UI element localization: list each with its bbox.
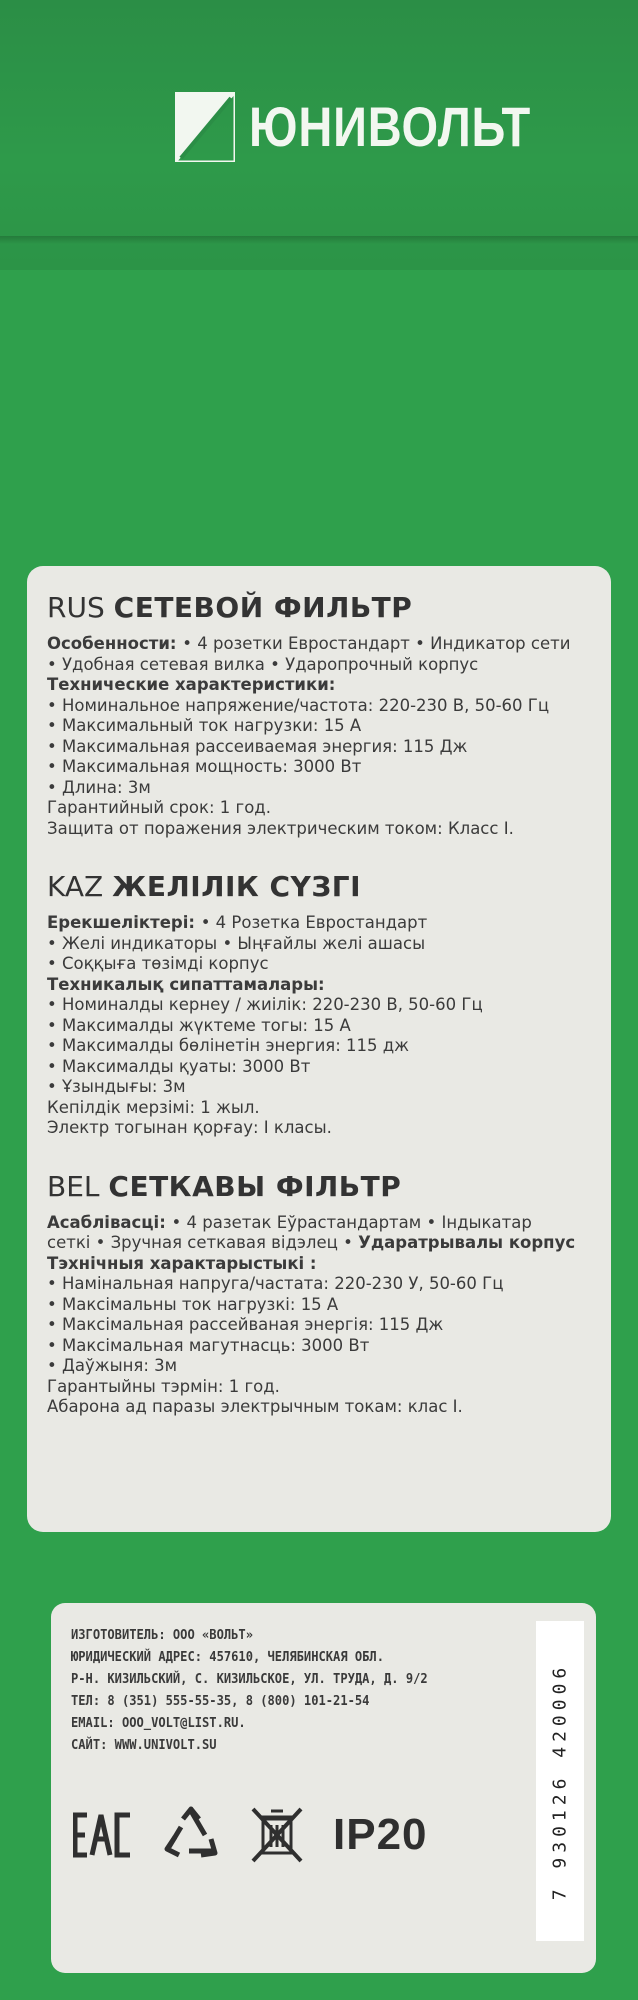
spec-line	[47, 995, 591, 1016]
spec-line	[47, 975, 591, 996]
info-panel	[27, 566, 611, 1532]
manufacturer-line: ТЕЛ: 8 (351) 555-55-35, 8 (800) 101-21-54	[71, 1694, 370, 1709]
spec-text: • Максимальная мощность: 3000 Вт	[47, 757, 362, 776]
spec-text: • Номинальное напряжение/частота: 220-230 В, 50-60 Гц	[47, 695, 550, 715]
spec-text: Электр тогынан қорғау: I класы.	[47, 1118, 332, 1137]
spec-line	[47, 1233, 591, 1254]
spec-text: Абарона ад паразы электрычным токам: клас I.	[47, 1397, 463, 1416]
spec-line	[47, 716, 591, 737]
spec-text: • Максимальный ток нагрузки: 15 А	[47, 716, 362, 735]
spec-text: • Максімальны ток нагрузкі: 15 А	[47, 1294, 339, 1314]
box-fold-shadow	[0, 236, 638, 244]
spec-line	[47, 798, 591, 819]
spec-line	[47, 1356, 591, 1377]
spec-line	[47, 737, 591, 758]
spec-text: Гарантийный срок: 1 год.	[47, 798, 271, 817]
spec-heading: Ударатрывалы корпус	[358, 1233, 576, 1252]
spec-text: • Максімальная магутнасць: 3000 Вт	[47, 1335, 370, 1355]
certification-marks	[73, 1805, 428, 1865]
spec-line	[47, 696, 591, 717]
section-bel	[47, 1169, 591, 1418]
spec-line	[47, 1377, 591, 1398]
spec-text: • Соққыға төзімді корпус	[47, 954, 269, 973]
manufacturer-panel	[51, 1603, 596, 1973]
spec-line	[47, 913, 591, 934]
spec-text: сеткі • Зручная сеткавая відэлец •	[47, 1233, 359, 1252]
spec-text: Гарантыйны тэрмін: 1 год.	[47, 1376, 280, 1396]
spec-line	[47, 1295, 591, 1316]
brand-logo	[175, 92, 585, 162]
manufacturer-line: ЮРИДИЧЕСКИЙ АДРЕС: 457610, ЧЕЛЯБИНСКАЯ ОБЛ.	[71, 1650, 384, 1665]
spec-heading: Асаблівасці:	[47, 1212, 172, 1232]
spec-text: • Максималды жүктеме тогы: 15 А	[47, 1015, 351, 1035]
spec-line	[47, 1254, 591, 1275]
spec-heading: Технические характеристики:	[47, 675, 336, 694]
spec-line	[47, 1315, 591, 1336]
spec-line	[47, 1118, 591, 1139]
spec-text: Защита от поражения электрическим током: Класс I.	[47, 818, 514, 838]
eac-mark-icon	[73, 1805, 133, 1865]
spec-line	[47, 757, 591, 778]
language-code: RUS	[47, 591, 105, 624]
section-kaz	[47, 869, 591, 1139]
section-title	[47, 869, 591, 905]
spec-text: • Максималды бөлінетін энергия: 115 дж	[47, 1036, 410, 1055]
spec-text: • Ұзындығы: 3м	[47, 1077, 186, 1096]
spec-line	[47, 1098, 591, 1119]
manufacturer-line: ИЗГОТОВИТЕЛЬ: ООО «ВОЛЬТ»	[71, 1628, 253, 1643]
spec-text: • Максімальная рассейваная энергія: 115 Дж	[47, 1315, 444, 1334]
section-title	[47, 1169, 591, 1205]
spec-line	[47, 1274, 591, 1295]
product-name: ЖЕЛІЛІК СҮЗГІ	[112, 870, 361, 903]
section-title	[47, 590, 591, 626]
spec-line	[47, 675, 591, 696]
spec-line	[47, 1016, 591, 1037]
spec-text: • Даўжыня: 3м	[47, 1356, 178, 1375]
ip-rating: IP20	[333, 1810, 428, 1859]
spec-text: • 4 разетак Еўрастандартам • Індыкатар	[171, 1212, 532, 1232]
spec-line	[47, 1077, 591, 1098]
spec-text: • Максималды қуаты: 3000 Вт	[47, 1056, 311, 1076]
spec-text: • Длина: 3м	[47, 777, 151, 797]
manufacturer-line: САЙТ: WWW.UNIVOLT.SU	[71, 1738, 217, 1753]
barcode	[536, 1621, 584, 1941]
manufacturer-info	[71, 1625, 428, 1757]
manufacturer-line: Р-Н. КИЗИЛЬСКИЙ, С. КИЗИЛЬСКОЕ, УЛ. ТРУДА, Д. 9/2	[71, 1672, 428, 1687]
spec-text: • Удобная сетевая вилка • Ударопрочный корпус	[47, 654, 479, 674]
brand-name: ЮНИВОЛЬТ	[249, 95, 532, 158]
spec-line	[47, 1397, 591, 1418]
spec-line	[47, 1057, 591, 1078]
language-code: BEL	[47, 1169, 100, 1203]
spec-text: • Максимальная рассеиваемая энергия: 115 Дж	[47, 736, 468, 756]
spec-line	[47, 934, 591, 955]
spec-text: • Желі индикаторы • Ыңғайлы желі ашасы	[47, 933, 426, 953]
logo-mark-icon	[175, 92, 235, 162]
spec-line	[47, 655, 591, 676]
spec-heading: Ерекшеліктері:	[47, 913, 201, 932]
spec-text: • Номиналды кернеу / жиілік: 220-230 В, 50-60 Гц	[47, 995, 483, 1014]
spec-line	[47, 819, 591, 840]
spec-text: Кепілдік мерзімі: 1 жыл.	[47, 1097, 260, 1117]
spec-line	[47, 1336, 591, 1357]
product-name: СЕТКАВЫ ФІЛЬТР	[108, 1169, 402, 1203]
spec-line	[47, 1213, 591, 1234]
recycle-icon	[161, 1805, 221, 1865]
language-code: KAZ	[47, 870, 104, 903]
spec-line	[47, 1036, 591, 1057]
product-name: СЕТЕВОЙ ФИЛЬТР	[113, 591, 413, 624]
spec-heading: Техникалық сипаттамалары:	[47, 974, 325, 994]
spec-line	[47, 954, 591, 975]
manufacturer-line: EMAIL: OOO_VOLT@LIST.RU.	[71, 1716, 246, 1731]
spec-heading: Особенности:	[47, 634, 183, 653]
barcode-digits: 7 930126 420006	[549, 1662, 571, 1900]
spec-text: • 4 розетки Евростандарт • Индикатор сети	[182, 634, 571, 653]
spec-line	[47, 778, 591, 799]
spec-text: • Намінальная напруга/частата: 220-230 У, 50-60 Гц	[47, 1274, 504, 1293]
crossed-bin-icon	[249, 1805, 305, 1865]
spec-line	[47, 634, 591, 655]
spec-text: • 4 Розетка Евростандарт	[200, 913, 428, 932]
spec-heading: Тэхнічныя характарыстыкі :	[47, 1253, 317, 1273]
section-rus	[47, 590, 591, 839]
